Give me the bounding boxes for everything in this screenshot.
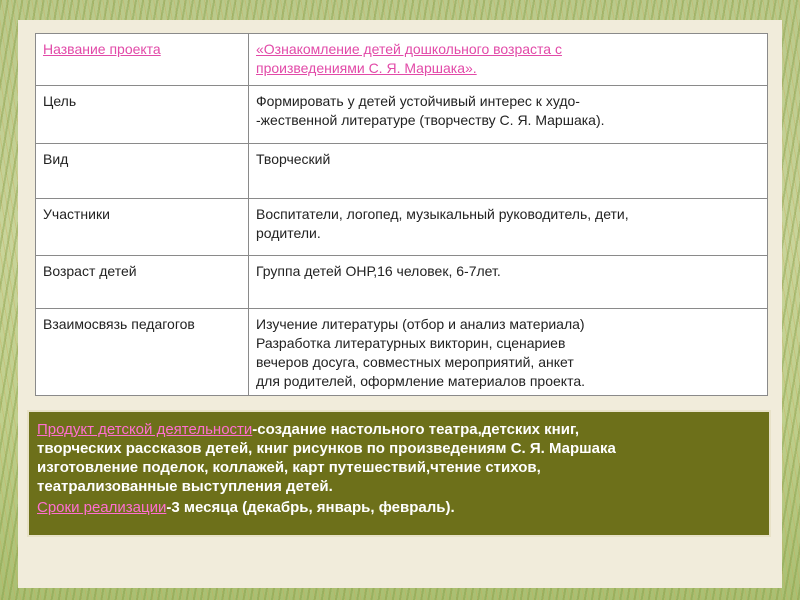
product-line — [37, 420, 761, 439]
row-label — [36, 34, 249, 86]
terms-line — [37, 498, 761, 517]
row-value — [249, 34, 768, 86]
type-line: Творческий — [256, 151, 331, 167]
product-box — [27, 410, 771, 537]
participants-line: Воспитатели, логопед, музыкальный руководитель, дети, — [256, 206, 629, 222]
table-row — [36, 199, 768, 256]
table-row — [36, 144, 768, 199]
table-row — [36, 86, 768, 144]
row-label: Цель — [36, 86, 249, 144]
row-label: Вид — [36, 144, 249, 199]
row-value — [249, 86, 768, 144]
row-label: Взаимосвязь педагогов — [36, 309, 249, 396]
terms-heading: Сроки реализации — [37, 499, 167, 516]
teachers-line: Изучение литературы (отбор и анализ материала) — [256, 316, 585, 332]
goal-line: -жественной литературе (творчеству С. Я. Маршака). — [256, 112, 605, 128]
teachers-line: для родителей, оформление материалов проекта. — [256, 373, 586, 389]
teachers-line: вечеров досуга, совместных мероприятий, анкет — [256, 354, 574, 370]
row-value — [249, 144, 768, 199]
project-name-label: Название проекта — [43, 41, 161, 57]
age-line: Группа детей ОНР,16 человек, 6-7лет. — [256, 263, 501, 279]
table-row — [36, 256, 768, 309]
product-line: творческих рассказов детей, книг рисунков по произведениям С. Я. Маршака — [37, 440, 616, 457]
goal-line: Формировать у детей устойчивый интерес к худо- — [256, 93, 580, 109]
table-row — [36, 34, 768, 86]
row-value — [249, 309, 768, 396]
project-info-table — [35, 33, 768, 396]
row-label: Участники — [36, 199, 249, 256]
row-value — [249, 256, 768, 309]
project-name-line: «Ознакомление детей дошкольного возраста с — [256, 41, 562, 57]
participants-line: родители. — [256, 225, 321, 241]
teachers-line: Разработка литературных викторин, сценариев — [256, 335, 566, 351]
product-line: театрализованные выступления детей. — [37, 478, 333, 495]
product-line: изготовление поделок, коллажей, карт путешествий,чтение стихов, — [37, 459, 541, 476]
table-row — [36, 309, 768, 396]
row-value — [249, 199, 768, 256]
terms-text: -3 месяца (декабрь, январь, февраль). — [166, 499, 455, 516]
product-heading: Продукт детской деятельности — [37, 421, 253, 438]
row-label: Возраст детей — [36, 256, 249, 309]
product-text: -создание настольного театра,детских книг, — [252, 421, 580, 438]
project-name-line: произведениями С. Я. Маршака». — [256, 60, 477, 76]
